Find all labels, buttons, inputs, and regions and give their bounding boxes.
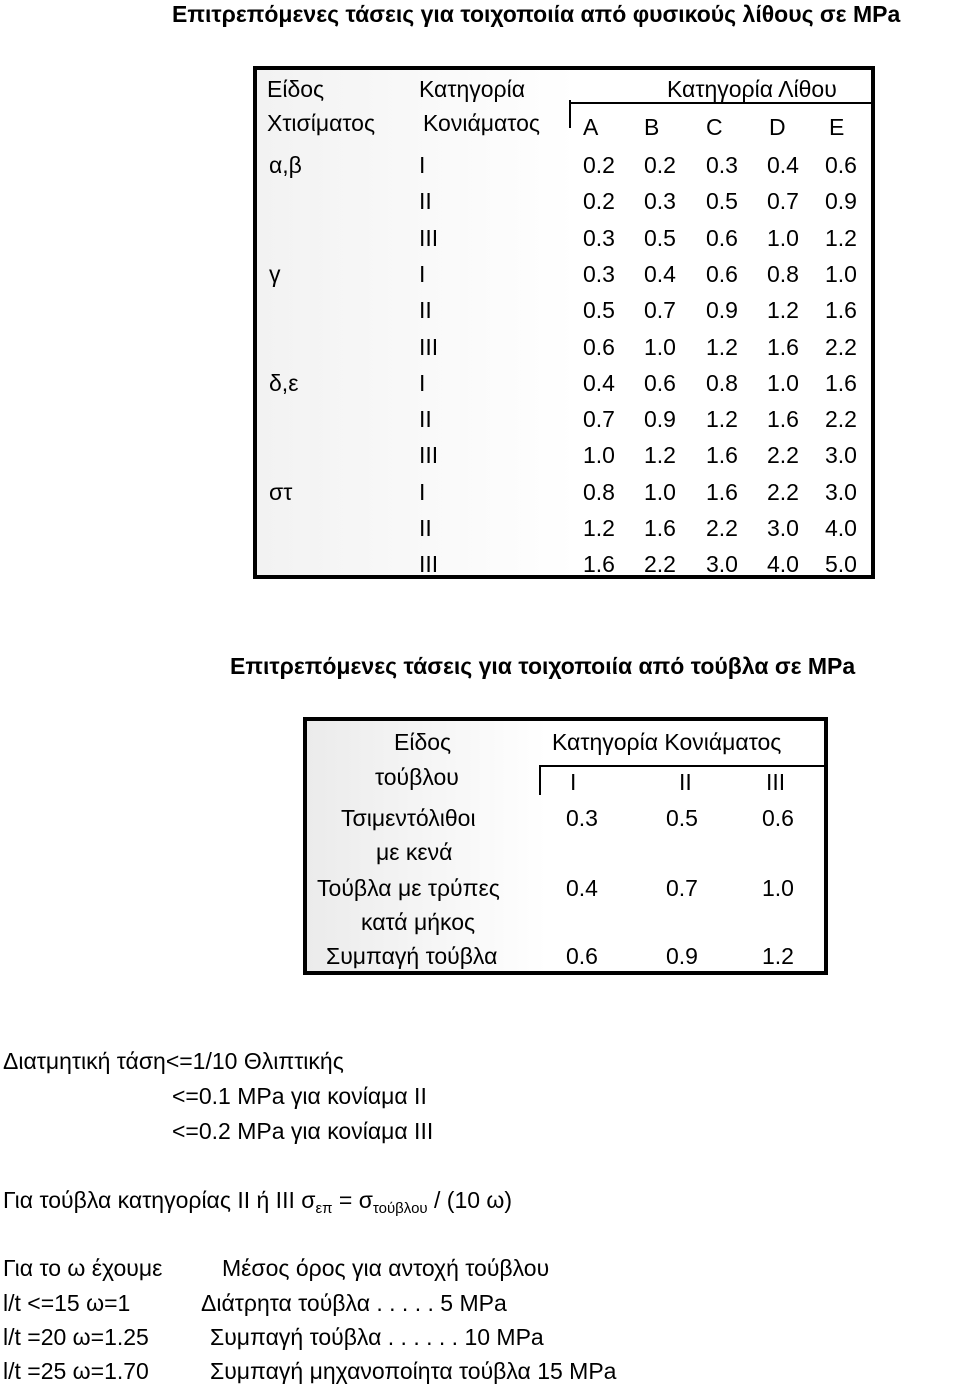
header-vertical-divider <box>569 100 571 128</box>
row-mortar-category: III <box>419 224 439 251</box>
row-value-b: 0.9 <box>644 406 676 433</box>
header-stone-category: Κατηγορία Λίθου <box>667 76 837 102</box>
shear-note-line2: <=0.1 MPa για κονίαμα II <box>172 1083 427 1109</box>
row-value-c: 1.2 <box>706 333 738 360</box>
omega-row-3-right: Συμπαγή μηχανοποίητα τούβλα 15 MPa <box>210 1358 617 1384</box>
row-mortar-category: I <box>419 369 426 396</box>
row-value-c: 2.2 <box>706 515 738 541</box>
row-perforated-bricks-label-line2: κατά μήκος <box>361 909 476 935</box>
row-value-a: 0.6 <box>583 333 615 360</box>
row-value-c: 0.3 <box>706 152 738 178</box>
row-value-a: 0.2 <box>583 188 615 215</box>
shear-note-line1: Διατμητική τάση<=1/10 Θλιπτικής <box>3 1048 344 1074</box>
row-value-a: 0.3 <box>583 260 615 287</box>
row-value-e: 1.0 <box>825 260 857 287</box>
row-mortar-category: II <box>419 515 432 541</box>
row-mortar-category: III <box>419 442 439 469</box>
row-value-b: 0.6 <box>644 369 676 396</box>
header-brick-type-line1: Είδος <box>394 729 452 755</box>
row-value-d: 2.2 <box>767 442 799 469</box>
row-value-b: 0.4 <box>644 260 676 287</box>
row-value-e: 1.6 <box>825 369 857 396</box>
header-mortar-line1: Κατηγορία <box>419 76 526 102</box>
column-header-i: I <box>570 769 577 795</box>
header-mortar-category: Κατηγορία Κονιάματος <box>552 729 782 755</box>
row-mortar-category: II <box>419 297 432 324</box>
row-value-c: 0.9 <box>706 297 738 324</box>
formula-mid: = σ <box>332 1187 373 1213</box>
row-value-c: 0.6 <box>706 260 738 287</box>
row-value-e: 1.6 <box>825 297 857 324</box>
row-mortar-category: III <box>419 551 439 578</box>
row-value-b: 1.0 <box>644 478 676 505</box>
row-solid-bricks-value-i: 0.6 <box>566 943 598 969</box>
row-value-e: 5.0 <box>825 551 857 578</box>
header-mortar-line2: Κονιάματος <box>423 110 540 136</box>
row-cement-blocks-value-i: 0.3 <box>566 805 598 831</box>
row-perforated-bricks-value-iii: 1.0 <box>762 875 794 901</box>
row-value-a: 0.8 <box>583 478 615 505</box>
row-value-c: 0.6 <box>706 224 738 251</box>
row-value-c: 3.0 <box>706 551 738 578</box>
row-value-b: 2.2 <box>644 551 676 578</box>
omega-row-2-right: Συμπαγή τούβλα . . . . . . 10 MPa <box>210 1324 544 1350</box>
row-value-c: 0.5 <box>706 188 738 215</box>
header-masonry-type-line1: Είδος <box>267 76 325 102</box>
row-value-e: 1.2 <box>825 224 857 251</box>
formula-prefix: Για τούβλα κατηγορίας II ή III σ <box>3 1187 316 1213</box>
omega-header-left: Για το ω έχουμε <box>3 1255 163 1281</box>
row-value-d: 1.2 <box>767 297 799 324</box>
row-value-e: 3.0 <box>825 478 857 505</box>
row-value-d: 1.0 <box>767 224 799 251</box>
omega-row-2-left: l/t =20 ω=1.25 <box>3 1324 149 1350</box>
row-value-e: 4.0 <box>825 515 857 541</box>
row-masonry-type: στ <box>269 478 293 505</box>
row-mortar-category: I <box>419 478 426 505</box>
column-header-a: A <box>583 114 599 140</box>
row-value-e: 2.2 <box>825 406 857 433</box>
header-brick-type-line2: τούβλου <box>375 764 459 790</box>
row-solid-bricks-label: Συμπαγή τούβλα <box>326 943 498 969</box>
formula-sub-ep: επ <box>315 1200 333 1217</box>
row-cement-blocks-label-line2: με κενά <box>376 839 453 865</box>
row-mortar-category: III <box>419 333 439 360</box>
formula-suffix: / (10 ω) <box>427 1187 513 1213</box>
row-value-d: 4.0 <box>767 551 799 578</box>
row-value-b: 0.2 <box>644 152 676 178</box>
row-value-c: 1.2 <box>706 406 738 433</box>
row-mortar-category: II <box>419 406 432 433</box>
row-value-a: 1.2 <box>583 515 615 541</box>
omega-row-3-left: l/t =25 ω=1.70 <box>3 1358 149 1384</box>
row-value-a: 1.6 <box>583 551 615 578</box>
column-header-iii: III <box>766 769 786 795</box>
row-value-d: 2.2 <box>767 478 799 505</box>
row-value-d: 0.8 <box>767 260 799 287</box>
brick-table-title: Επιτρεπόμενες τάσεις για τοιχοποιία από τούβλα σε MPa <box>230 653 856 679</box>
stone-stress-table <box>253 66 875 579</box>
column-header-e: E <box>829 114 845 140</box>
row-value-e: 3.0 <box>825 442 857 469</box>
row-value-d: 0.7 <box>767 188 799 215</box>
row-value-d: 1.0 <box>767 369 799 396</box>
omega-row-1-right: Διάτρητα τούβλα . . . . . 5 MPa <box>201 1290 507 1316</box>
row-value-d: 1.6 <box>767 406 799 433</box>
row-value-a: 0.4 <box>583 369 615 396</box>
column-header-d: D <box>769 114 786 140</box>
row-value-b: 0.7 <box>644 297 676 324</box>
stone-table-title: Επιτρεπόμενες τάσεις για τοιχοποιία από φυσικούς λίθους σε MPa <box>172 1 901 27</box>
header-vertical-divider <box>539 765 541 795</box>
row-cement-blocks-value-ii: 0.5 <box>666 805 698 831</box>
shear-note-line3: <=0.2 MPa για κονίαμα III <box>172 1118 434 1144</box>
header-masonry-type-line2: Χτισίματος <box>267 110 376 136</box>
column-header-c: C <box>706 114 723 140</box>
row-value-d: 1.6 <box>767 333 799 360</box>
row-value-b: 1.2 <box>644 442 676 469</box>
column-header-b: B <box>644 114 660 140</box>
row-value-c: 1.6 <box>706 478 738 505</box>
row-value-b: 0.3 <box>644 188 676 215</box>
omega-header-right: Μέσος όρος για αντοχή τούβλου <box>222 1255 550 1281</box>
row-masonry-type: δ,ε <box>269 369 299 396</box>
row-value-e: 0.6 <box>825 152 857 178</box>
row-cement-blocks-value-iii: 0.6 <box>762 805 794 831</box>
brick-formula <box>3 1185 512 1215</box>
row-mortar-category: II <box>419 188 432 215</box>
row-masonry-type: α,β <box>269 152 302 178</box>
row-perforated-bricks-label-line1: Τούβλα με τρύπες <box>317 875 500 901</box>
row-value-e: 2.2 <box>825 333 857 360</box>
row-value-b: 0.5 <box>644 224 676 251</box>
row-mortar-category: I <box>419 260 426 287</box>
row-masonry-type: γ <box>269 260 281 287</box>
row-value-a: 0.3 <box>583 224 615 251</box>
row-mortar-category: I <box>419 152 426 178</box>
column-header-ii: II <box>679 769 692 795</box>
row-value-d: 0.4 <box>767 152 799 178</box>
row-solid-bricks-value-iii: 1.2 <box>762 943 794 969</box>
row-value-a: 1.0 <box>583 442 615 469</box>
row-cement-blocks-label-line1: Τσιμεντόλιθοι <box>341 805 476 831</box>
row-value-a: 0.2 <box>583 152 615 178</box>
row-value-e: 0.9 <box>825 188 857 215</box>
row-value-b: 1.6 <box>644 515 676 541</box>
omega-row-1-left: l/t <=15 ω=1 <box>3 1290 131 1316</box>
row-value-a: 0.5 <box>583 297 615 324</box>
row-value-a: 0.7 <box>583 406 615 433</box>
row-value-d: 3.0 <box>767 515 799 541</box>
row-value-c: 1.6 <box>706 442 738 469</box>
formula-sub-brick: τούβλου <box>372 1200 428 1217</box>
row-perforated-bricks-value-i: 0.4 <box>566 875 598 901</box>
row-solid-bricks-value-ii: 0.9 <box>666 943 698 969</box>
row-value-b: 1.0 <box>644 333 676 360</box>
row-perforated-bricks-value-ii: 0.7 <box>666 875 698 901</box>
brick-stress-table <box>303 717 828 975</box>
row-value-c: 0.8 <box>706 369 738 396</box>
